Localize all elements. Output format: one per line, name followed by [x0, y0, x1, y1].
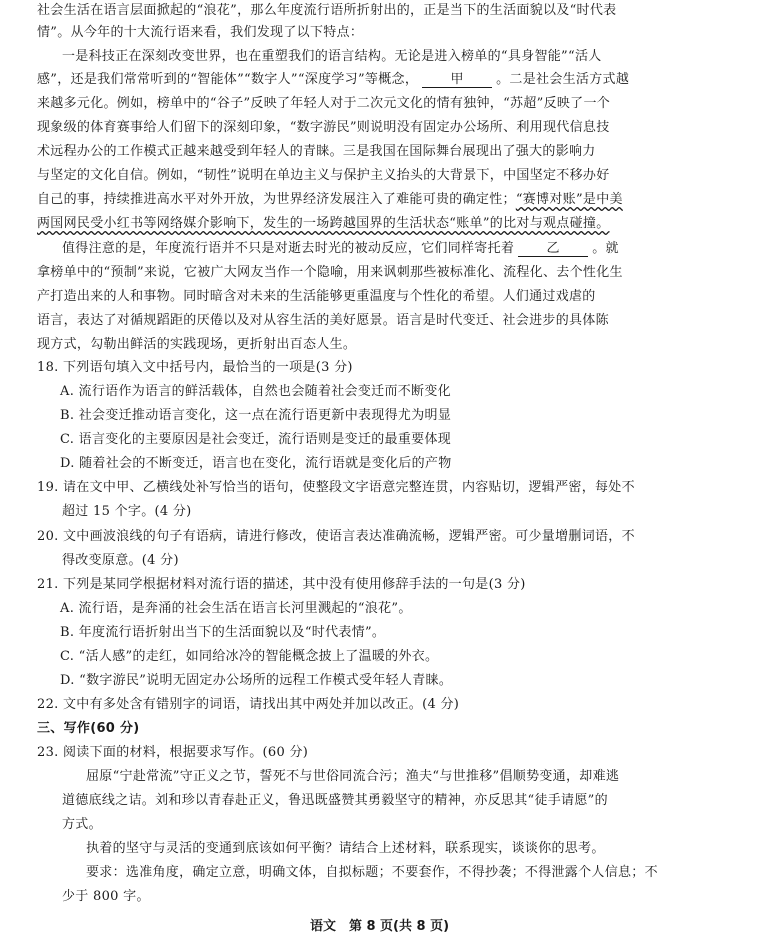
- passage-line-with-blank-jia: [37, 71, 722, 89]
- question-23-material: 方式。: [62, 817, 102, 832]
- passage-line: 来越多元化。例如，榜单中的“谷子”反映了年轻人对于二次元文化的情有独钟，“苏超”反映了一个: [37, 96, 611, 111]
- question-23-requirements: 要求：选准角度，确定立意，明确文体，自拟标题；不要套作，不得抄袭；不得泄露个人信息；不: [86, 865, 658, 880]
- question-18-option-a: A. 流行语作为语言的鲜活载体，自然也会随着社会变迁而不断变化: [60, 384, 451, 399]
- question-23-material: 道德底线之诘。刘和珍以青春赴正义，鲁迅既盛赞其勇毅坚守的精神，亦反思其“徒手请愿”的: [62, 793, 608, 808]
- passage-line: 拿榜单中的“预制”来说，它被广大网友当作一个隐喻，用来讽刺那些被标准化、流程化、去个性化生: [37, 265, 623, 280]
- question-18-option-d: D. 随着社会的不断变迁，语言也在变化，流行语就是变化后的产物: [60, 456, 452, 471]
- question-21-option-b: B. 年度流行语折射出当下的生活面貌以及“时代表情”。: [60, 625, 386, 640]
- passage-text: 感”，还是我们常常听到的“智能体”“数字人”“深度学习”等概念，: [37, 72, 419, 87]
- passage-text: 自己的事，持续推进高水平对外开放，为世界经济发展注入了难能可贵的确定性；: [37, 192, 516, 207]
- question-21-option-d: D. “数字游民”说明无固定办公场所的远程工作模式受年轻人青睐。: [60, 673, 453, 688]
- question-19-line: 19. 请在文中甲、乙横线处补写恰当的语句，使整段文字语意完整连贯，内容贴切，逻辑严密，每处不: [37, 480, 635, 495]
- blank-jia: 甲: [422, 73, 492, 88]
- question-18-option-b: B. 社会变迁推动语言变化，这一点在流行语更新中表现得尤为明显: [60, 408, 452, 423]
- question-23-stem: 23. 阅读下面的材料，根据要求写作。(60 分): [37, 745, 309, 760]
- passage-text: 。二是社会生活方式越: [496, 72, 630, 87]
- question-20-line: 得改变原意。(4 分): [62, 553, 179, 568]
- question-23-material: 屈原“宁赴常流”守正义之节，誓死不与世俗同流合污；渔夫“与世推移”倡顺势变通，却难逃: [86, 769, 620, 784]
- section-title-writing: 三、写作(60 分): [37, 721, 140, 736]
- question-19-line: 超过 15 个字。(4 分): [62, 504, 192, 519]
- passage-line: 现象级的体育赛事给人们留下的深刻印象，“数字游民”则说明没有固定办公场所、利用现代信息技: [37, 120, 610, 135]
- blank-yi: 乙: [518, 242, 588, 257]
- passage-line: 情”。从今年的十大流行语来看，我们发现了以下特点：: [37, 25, 364, 40]
- passage-line: 现方式，勾勒出鲜活的实践现场，更折射出百态人生。: [37, 337, 357, 352]
- page-footer: 语文 第 8 页(共 8 页): [309, 919, 450, 934]
- passage-text: 值得注意的是，年度流行语并不只是对逝去时光的被动反应，它们同样寄托着: [62, 241, 515, 256]
- question-20-line: 20. 文中画波浪线的句子有语病，请进行修改，使语言表达准确流畅，逻辑严密。可少量增删词语，不: [37, 529, 635, 544]
- question-22: 22. 文中有多处含有错别字的词语，请找出其中两处并加以改正。(4 分): [37, 697, 460, 712]
- question-21-option-a: A. 流行语，是奔涌的社会生活在语言长河里溅起的“浪花”。: [60, 601, 412, 616]
- passage-line: 社会生活在语言层面掀起的“浪花”，那么年度流行语所折射出的，正是当下的生活面貌以及“时代表: [37, 3, 617, 18]
- passage-line-with-wavy: [37, 191, 722, 209]
- passage-line: 术远程办公的工作模式正越来越受到年轻人的青睐。三是我国在国际舞台展现出了强大的影响力: [37, 144, 596, 159]
- wavy-sentence: “赛博对账”是中美: [515, 192, 623, 207]
- question-21-option-c: C. “活人感”的走红，如同给冰冷的智能概念披上了温暖的外衣。: [60, 649, 439, 664]
- wavy-sentence-line: [37, 215, 722, 233]
- passage-line: 一是科技正在深刻改变世界，也在重塑我们的语言结构。无论是进入榜单的“具身智能”“活人: [62, 49, 602, 64]
- passage-text: 。就: [592, 241, 619, 256]
- question-23-prompt: 执着的坚守与灵活的变通到底该如何平衡？请结合上述材料，联系现实，谈谈你的思考。: [86, 841, 605, 856]
- question-23-requirements: 少于 800 字。: [62, 889, 150, 904]
- passage-line: 语言，表达了对循规蹈距的厌倦以及对从容生活的美好愿景。语言是时代变迁、社会进步的具体陈: [37, 313, 609, 328]
- question-18-stem: 18. 下列语句填入文中括号内，最恰当的一项是(3 分): [37, 360, 353, 375]
- question-21-stem: 21. 下列是某同学根据材料对流行语的描述，其中没有使用修辞手法的一句是(3 分): [37, 577, 526, 592]
- wavy-sentence: 两国网民受小红书等网络媒介影响下，发生的一场跨越国界的生活状态“账单”的比对与观点碰撞。: [37, 216, 610, 231]
- passage-line-with-blank-yi: [62, 240, 722, 258]
- passage-line: 产打造出来的人和事物。同时暗含对未来的生活能够更重温度与个性化的希望。人们通过戏虐的: [37, 289, 596, 304]
- question-18-option-c: C. 语言变化的主要原因是社会变迁，流行语则是变迁的最重要体现: [60, 432, 452, 447]
- passage-line: 与坚定的文化自信。例如，“韧性”说明在单边主义与保护主义抬头的大背景下，中国坚定不移办好: [37, 168, 610, 183]
